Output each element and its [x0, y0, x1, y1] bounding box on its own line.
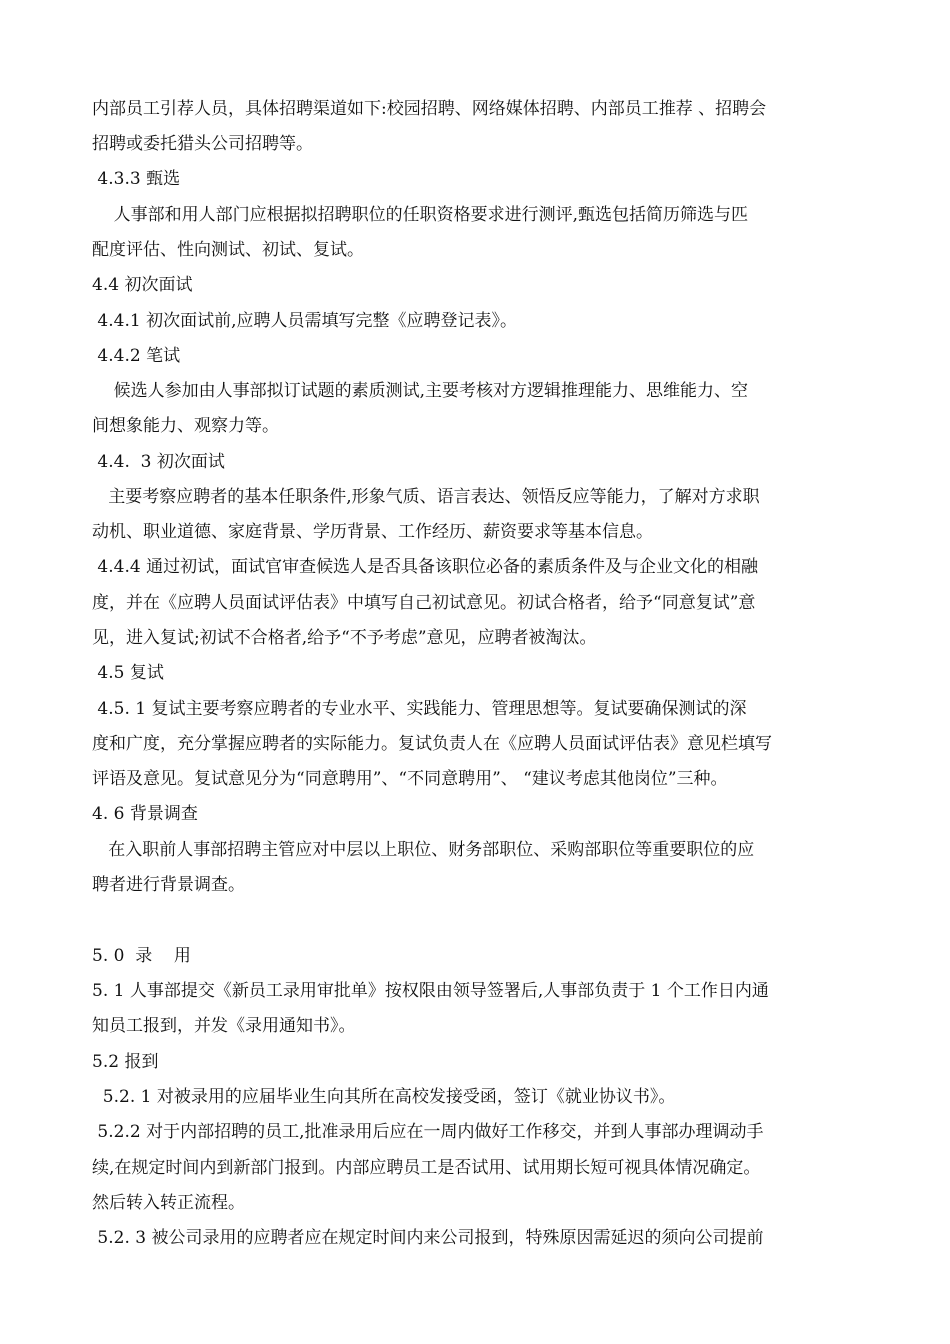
- text-line: 度，并在《应聘人员面试评估表》中填写自己初试意见。初试合格者，给予“同意复试”意: [92, 593, 756, 613]
- text-line: 配度评估、性向测试、初试、复试。: [92, 240, 364, 260]
- text-line: 然后转入转正流程。: [92, 1193, 245, 1213]
- section-heading: 4.4 初次面试: [92, 275, 193, 295]
- text-line: 招聘或委托猎头公司招聘等。: [92, 134, 313, 154]
- section-heading: 4.3.3 甄选: [92, 169, 181, 189]
- text-line: 知员工报到，并发《录用通知书》。: [92, 1016, 356, 1036]
- text-line: 在入职前人事部招聘主管应对中层以上职位、财务部职位、采购部职位等重要职位的应: [92, 840, 755, 860]
- text-line: 内部员工引荐人员，具体招聘渠道如下:校园招聘、网络媒体招聘、内部员工推荐 、招聘会: [92, 99, 767, 119]
- text-line: 5. 1 人事部提交《新员工录用审批单》按权限由领导签署后,人事部负责于 1 个工作日内通: [92, 981, 769, 1001]
- text-line: 间想象能力、观察力等。: [92, 416, 279, 436]
- section-heading: 5.2 报到: [92, 1052, 159, 1072]
- text-line: 4.5. 1 复试主要考察应聘者的专业水平、实践能力、管理思想等。复试要确保测试的深: [92, 699, 747, 719]
- text-line: 4.4.4 通过初试，面试官审查候选人是否具备该职位必备的素质条件及与企业文化的相融: [92, 557, 759, 577]
- text-line: 5.2.2 对于内部招聘的员工,批准录用后应在一周内做好工作移交，并到人事部办理调动手: [92, 1122, 764, 1142]
- chapter-heading: 5. 0 录 用: [92, 946, 191, 966]
- text-line: 人事部和用人部门应根据拟招聘职位的任职资格要求进行测评,甄选包括简历筛选与匹: [92, 205, 749, 225]
- section-heading: 4.5 复试: [92, 663, 164, 683]
- text-line: 聘者进行背景调查。: [92, 875, 245, 895]
- text-line: 5.2. 1 对被录用的应届毕业生向其所在高校发接受函，签订《就业协议书》。: [92, 1087, 676, 1107]
- text-line: 见，进入复试;初试不合格者,给予“不予考虑”意见，应聘者被淘汰。: [92, 628, 597, 648]
- text-line: 续,在规定时间内到新部门报到。内部应聘员工是否试用、试用期长短可视具体情况确定。: [92, 1158, 761, 1178]
- text-line: 评语及意见。复试意见分为“同意聘用”、“不同意聘用”、 “建议考虑其他岗位”三种。: [92, 769, 728, 789]
- text-line: 主要考察应聘者的基本任职条件,形象气质、语言表达、领悟反应等能力，了解对方求职: [92, 487, 760, 507]
- text-line: 度和广度，充分掌握应聘者的实际能力。复试负责人在《应聘人员面试评估表》意见栏填写: [92, 734, 772, 754]
- text-line: 4.4.1 初次面试前,应聘人员需填写完整《应聘登记表》。: [92, 311, 517, 331]
- section-heading: 4. 6 背景调查: [92, 804, 198, 824]
- section-heading: 4.4.2 笔试: [92, 346, 181, 366]
- text-line: 5.2. 3 被公司录用的应聘者应在规定时间内来公司报到，特殊原因需延迟的须向公司提前: [92, 1228, 764, 1248]
- text-line: 候选人参加由人事部拟订试题的素质测试,主要考核对方逻辑推理能力、思维能力、空: [92, 381, 749, 401]
- text-line: 动机、职业道德、家庭背景、学历背景、工作经历、薪资要求等基本信息。: [92, 522, 653, 542]
- section-heading: 4.4. 3 初次面试: [92, 452, 225, 472]
